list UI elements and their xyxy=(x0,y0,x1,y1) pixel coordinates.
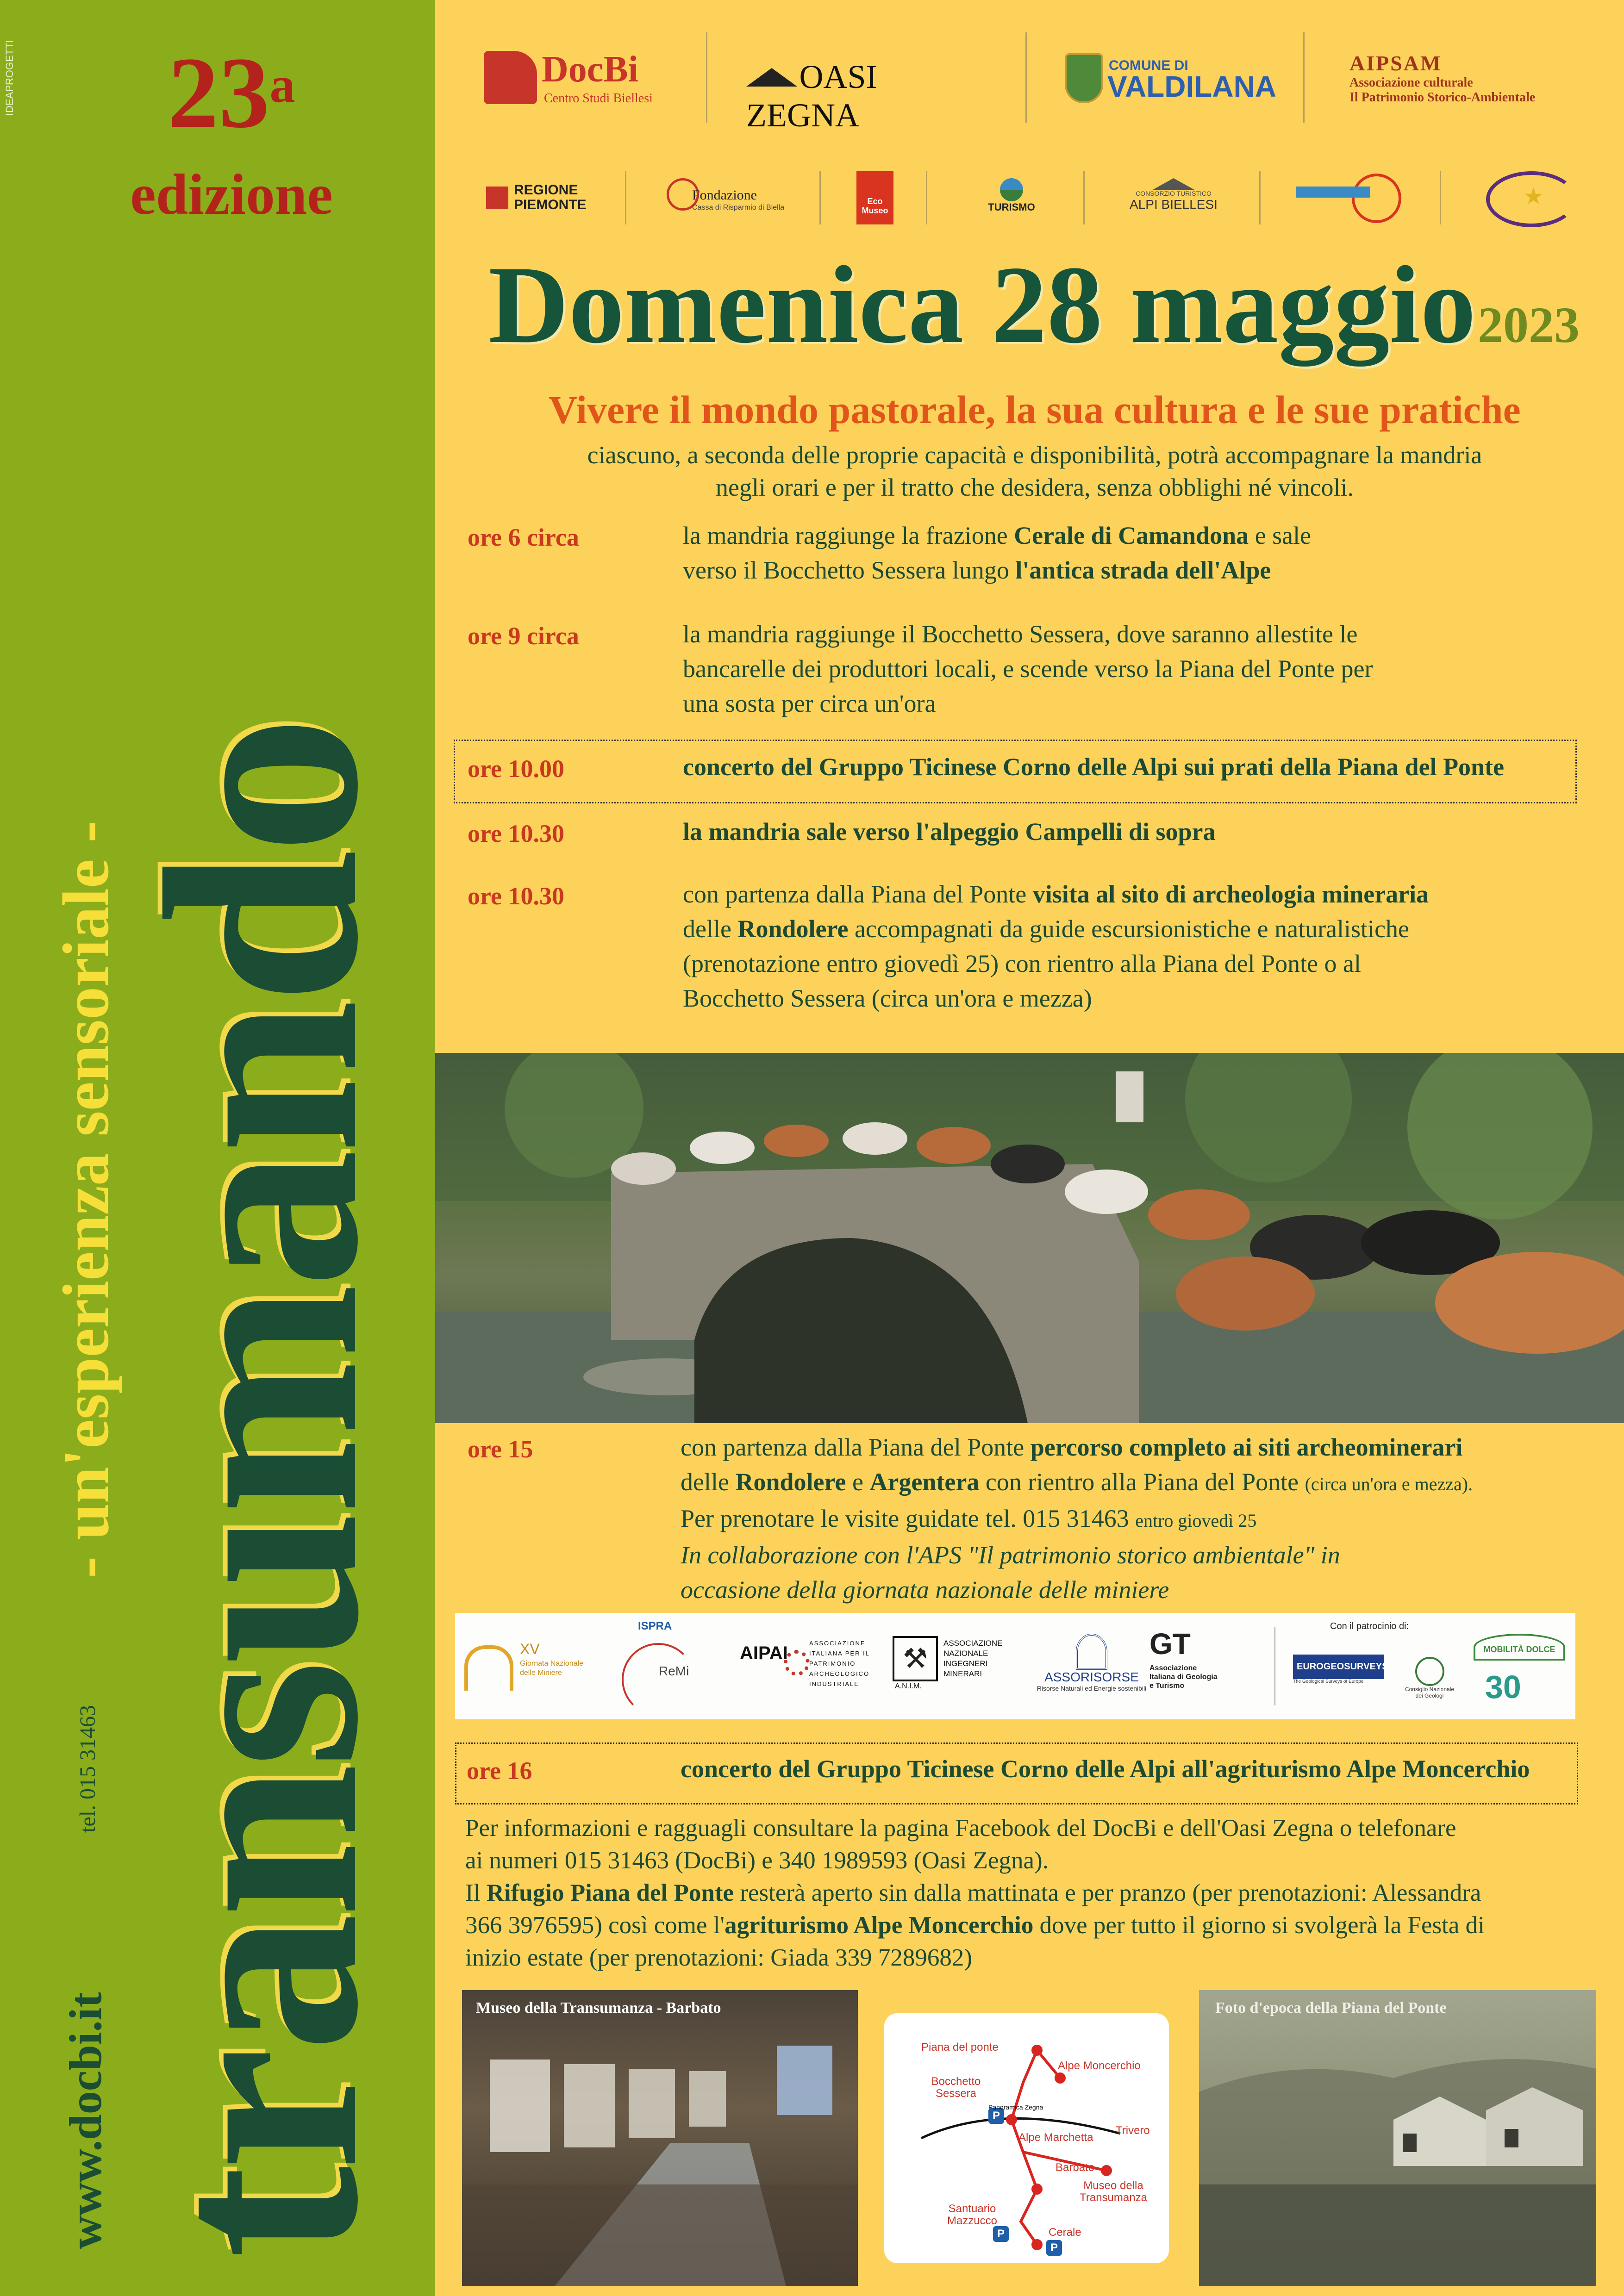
oasi-zegna-logo xyxy=(746,58,996,135)
entry-text: con rientro alla Piana del Ponte xyxy=(979,1468,1305,1496)
entry-text: una sosta per circa un'ora xyxy=(683,690,936,717)
aipai-label: AIPAI xyxy=(740,1643,788,1663)
map-label-bocchetto: Bocchetto Sessera xyxy=(931,2075,981,2100)
anim-label: A.N.I.M. xyxy=(895,1682,922,1690)
eurogeo-sub: The Geological Surveys of Europe xyxy=(1293,1679,1364,1684)
schedule-entry xyxy=(683,815,1609,849)
museo-illustration xyxy=(462,1990,858,2286)
giornata-label: Giornata Nazionale delle Miniere xyxy=(520,1660,583,1677)
sponsor-strip xyxy=(455,1613,1575,1719)
entry-text: accompagnati da guide escursionistiche e naturalistiche xyxy=(848,915,1409,943)
booking-text: Per prenotare le visite guidate tel. 015 31463 xyxy=(681,1505,1136,1532)
aipsam-subtitle-2: Il Patrimonio Storico-Ambientale xyxy=(1349,90,1536,105)
parking-icon: P xyxy=(1050,2241,1058,2254)
schedule-time: ore 10.30 xyxy=(468,882,564,910)
star-icon: ★ xyxy=(1523,183,1544,209)
entry-note: (circa un'ora e mezza). xyxy=(1305,1474,1473,1494)
turismo-logo xyxy=(972,178,1051,213)
banner-icon xyxy=(1296,187,1370,198)
comune-small-label: COMUNE DI xyxy=(1109,58,1188,73)
historic-caption: Foto d'epoca della Piana del Ponte xyxy=(1215,1999,1447,2016)
map-label-marchetta: Alpe Marchetta xyxy=(1018,2131,1093,2144)
alpi-mountain-icon xyxy=(1153,178,1194,190)
mobilita-label: MOBILITÀ DOLCE xyxy=(1474,1634,1565,1661)
assorisorse-logo xyxy=(1022,1634,1161,1703)
comune-valdilana-logo xyxy=(1065,49,1282,109)
schedule-entry xyxy=(683,750,1586,784)
docbi-logo xyxy=(484,49,669,109)
phone-number: tel. 015 31463 xyxy=(75,1705,100,1833)
separator xyxy=(1025,32,1027,123)
entry-text: verso il Bocchetto Sessera lungo xyxy=(683,556,1016,584)
regione-label: REGIONE PIEMONTE xyxy=(514,182,587,212)
separator xyxy=(1274,1627,1275,1705)
entry-text: delle xyxy=(681,1468,736,1496)
comune-name: VALDILANA xyxy=(1107,70,1276,103)
collaboration-text: In collaborazione con l'APS "Il patrimonio storico ambientale" in xyxy=(681,1541,1340,1569)
remi-label: ReMi xyxy=(659,1664,689,1678)
route-map xyxy=(884,2013,1169,2263)
ispra-label: ISPRA xyxy=(638,1620,672,1632)
entry-text: bancarelle dei produttori locali, e scende verso la Piana del Ponte per xyxy=(683,655,1373,683)
historic-photo xyxy=(1199,1990,1596,2286)
event-title: transumando xyxy=(107,720,415,2259)
map-label-piana: Piana del ponte xyxy=(921,2041,999,2053)
assorisorse-sub: Risorse Naturali ed Energie sostenibili xyxy=(1037,1685,1147,1692)
event-subtitle: - un'esperienza sensoriale - xyxy=(49,821,122,1578)
assorisorse-label: ASSORISORSE xyxy=(1044,1670,1139,1684)
map-label-santuario: Santuario Mazzucco xyxy=(947,2203,998,2227)
turismo-mark-icon xyxy=(1000,178,1023,201)
aipai-text: ASSOCIAZIONE ITALIANA PER IL PATRIMONIO ARCHEOLOGICO INDUSTRIALE xyxy=(809,1640,870,1687)
entry-text: la mandria raggiunge il Bocchetto Sessera, dove saranno allestite le xyxy=(683,620,1358,648)
patrocinio-label: Con il patrocinio di: xyxy=(1330,1621,1409,1631)
edition-number: 23 xyxy=(168,36,270,149)
map-label-cerale: Cerale xyxy=(1049,2226,1081,2239)
alpi-biellesi-label: ALPI BIELLESI xyxy=(1130,197,1218,212)
museo-caption: Museo della Transumanza - Barbato xyxy=(476,1999,721,2016)
entry-highlight: Rondolere xyxy=(735,1468,846,1496)
historic-illustration xyxy=(1199,1990,1596,2286)
entry-highlight: percorso completo ai siti archeominerari xyxy=(1030,1433,1463,1461)
entry-highlight: l'antica strada dell'Alpe xyxy=(1015,556,1271,584)
date-text: Domenica 28 maggio xyxy=(488,243,1476,366)
remi-arc-icon xyxy=(622,1643,695,1716)
separator xyxy=(1259,171,1261,224)
separator xyxy=(819,171,821,224)
eurogeo-badge: EUROGEOSURVEYS xyxy=(1293,1655,1384,1679)
separator xyxy=(1303,32,1305,123)
arch-icon xyxy=(464,1645,513,1691)
separator xyxy=(1440,171,1441,224)
schedule-entry xyxy=(683,617,1609,721)
entry-text: e xyxy=(846,1468,870,1496)
schedule-time: ore 9 circa xyxy=(468,622,579,650)
booking-note: entro giovedì 25 xyxy=(1135,1510,1257,1531)
event-date xyxy=(488,241,1623,368)
globe-icon xyxy=(1352,174,1401,223)
info-highlight: Rifugio Piana del Ponte xyxy=(486,1879,734,1906)
schedule-time: ore 10.00 xyxy=(468,755,564,783)
map-label-panoramica: Panoramica Zegna xyxy=(988,2103,1043,2111)
regione-flag-icon xyxy=(486,187,508,209)
separator xyxy=(706,32,707,123)
entry-highlight: concerto del Gruppo Ticinese Corno delle Alpi all'agriturismo Alpe Moncerchio xyxy=(681,1755,1530,1783)
docbi-subtitle: Centro Studi Biellesi xyxy=(544,91,653,106)
separator xyxy=(625,171,626,224)
schedule-time: ore 16 xyxy=(467,1757,532,1785)
entry-highlight: Rondolere xyxy=(737,915,849,943)
gt-label: GT xyxy=(1149,1627,1191,1661)
credit-text: IDEAPROGETTI xyxy=(4,40,15,116)
alpi-biellesi-logo xyxy=(1120,178,1227,212)
aipsam-logo xyxy=(1349,51,1609,105)
photo-illustration xyxy=(435,1053,1624,1423)
edition-badge xyxy=(93,36,370,149)
entry-highlight: concerto del Gruppo Ticinese Corno delle Alpi sui prati della Piana del Ponte xyxy=(683,753,1505,781)
separator xyxy=(1083,171,1085,224)
info-text: dove per tutto il giorno si svolgerà la Festa di xyxy=(1033,1912,1485,1939)
entry-highlight: Argentera xyxy=(869,1468,980,1496)
mountain-icon xyxy=(746,68,797,87)
giornata-miniere-logo xyxy=(464,1641,585,1696)
entry-highlight: visita al sito di archeologia mineraria xyxy=(1032,880,1429,908)
entry-text: la mandria raggiunge la frazione xyxy=(683,522,1014,549)
gear-icon xyxy=(784,1650,810,1676)
ispra-remi-logo xyxy=(622,1620,714,1712)
schedule-entry xyxy=(681,1430,1616,1607)
map-label-museo: Museo della Transumanza xyxy=(1080,2179,1147,2204)
coat-of-arms-icon xyxy=(1065,53,1103,103)
assorisorse-mark-icon xyxy=(1076,1634,1107,1670)
eurogeosurveys-logo xyxy=(1293,1655,1386,1705)
anim-logo xyxy=(893,1636,1013,1696)
info-text: inizio estate (per prenotazioni: Giada 339 7289682) xyxy=(465,1944,972,1971)
fondazione-sublabel: Cassa di Risparmio di Biella xyxy=(692,204,785,212)
entry-text: e sale xyxy=(1249,522,1312,549)
anim-text: ASSOCIAZIONE NAZIONALE INGEGNERI MINERARI xyxy=(943,1639,1003,1678)
sidebar xyxy=(0,0,435,2296)
entry-text: delle xyxy=(683,915,738,943)
ecomuseo-label: Eco Museo xyxy=(862,197,888,215)
schedule-time: ore 10.30 xyxy=(468,820,564,847)
map-label-trivero: Trivero xyxy=(1116,2124,1150,2137)
cng-logo xyxy=(1404,1657,1455,1699)
ecomuseo-logo xyxy=(856,171,893,224)
schedule-entry xyxy=(681,1752,1583,1786)
aipai-logo xyxy=(740,1638,879,1699)
year-text: 2023 xyxy=(1478,297,1580,353)
fondazione-label: Fondazione xyxy=(692,187,757,203)
map-label-moncerchio: Alpe Moncerchio xyxy=(1058,2060,1141,2072)
entry-text: (prenotazione entro giovedì 25) con rientro alla Piana del Ponte o al xyxy=(683,950,1362,977)
info-text: resterà aperto sin dalla mattinata e per pranzo (per prenotazioni: Alessandra xyxy=(734,1879,1481,1906)
intro-line-1: ciascuno, a seconda delle proprie capacità e disponibilità, potrà accompagnare la mandria xyxy=(587,441,1482,469)
aipsam-title: AIPSAM xyxy=(1349,51,1442,75)
info-block xyxy=(465,1812,1609,1974)
cows-bridge-photo xyxy=(435,1053,1624,1423)
museo-photo xyxy=(462,1990,858,2286)
schedule-entry xyxy=(683,518,1609,588)
partner-logo-7 xyxy=(1296,174,1403,220)
thirty-label: 30 xyxy=(1485,1669,1521,1705)
xv-label: XV xyxy=(520,1641,540,1657)
cng-label: Consiglio Nazionale dei Geologi xyxy=(1405,1686,1455,1699)
edition-word: edizione xyxy=(130,163,333,227)
entry-highlight: la mandria sale verso l'alpeggio Campelli di sopra xyxy=(683,818,1216,846)
schedule-time: ore 6 circa xyxy=(468,523,579,551)
parking-icon: P xyxy=(992,2109,1000,2122)
schedule-entry xyxy=(683,877,1609,1016)
info-text: ai numeri 015 31463 (DocBi) e 340 1989593 (Oasi Zegna). xyxy=(465,1847,1049,1874)
info-highlight: agriturismo Alpe Moncerchio xyxy=(725,1912,1034,1939)
collaboration-text: occasione della giornata nazionale delle miniere xyxy=(681,1576,1169,1604)
info-text: 366 3976595) così come l' xyxy=(465,1912,725,1939)
gt-text: Associazione Italiana di Geologia e Turismo xyxy=(1149,1664,1218,1690)
emblem-icon xyxy=(1415,1657,1444,1686)
info-text: Il xyxy=(465,1879,487,1906)
info-text: Per informazioni e ragguagli consultare la pagina Facebook del DocBi e dell'Oasi Zegna o telefonare xyxy=(465,1815,1456,1842)
entry-highlight: Cerale di Camandona xyxy=(1014,522,1249,549)
oasi-zegna-name: OASI ZEGNA xyxy=(746,58,877,134)
hammer-pick-icon: ⚒ xyxy=(893,1636,938,1681)
consorzio-label: CONSORZIO TURISTICO xyxy=(1136,190,1212,197)
edition-suffix: a xyxy=(269,56,295,113)
parking-icon: P xyxy=(997,2228,1005,2240)
geologia-turismo-logo xyxy=(1149,1627,1251,1710)
intro-line-2: negli orari e per il tratto che desidera, senza obblighi né vincoli. xyxy=(715,473,1354,501)
separator xyxy=(926,171,927,224)
entry-text: con partenza dalla Piana del Ponte xyxy=(683,880,1033,908)
docbi-name: DocBi xyxy=(542,49,638,90)
website-link[interactable]: www.docbi.it xyxy=(60,1992,111,2249)
aipsam-subtitle-1: Associazione culturale xyxy=(1349,75,1473,90)
partner-logo-8 xyxy=(1486,171,1574,222)
entry-text: con partenza dalla Piana del Ponte xyxy=(681,1433,1031,1461)
entry-text: Bocchetto Sessera (circa un'ora e mezza) xyxy=(683,984,1092,1012)
tagline: Vivere il mondo pastorale, la sua cultura e le sue pratiche xyxy=(549,387,1521,432)
turismo-label: TURISMO xyxy=(988,201,1035,213)
mobilita-dolce-logo xyxy=(1474,1622,1566,1715)
docbi-mark-icon xyxy=(484,51,537,104)
map-label-barbato: Barbato xyxy=(1056,2161,1095,2174)
schedule-time: ore 15 xyxy=(468,1435,533,1463)
